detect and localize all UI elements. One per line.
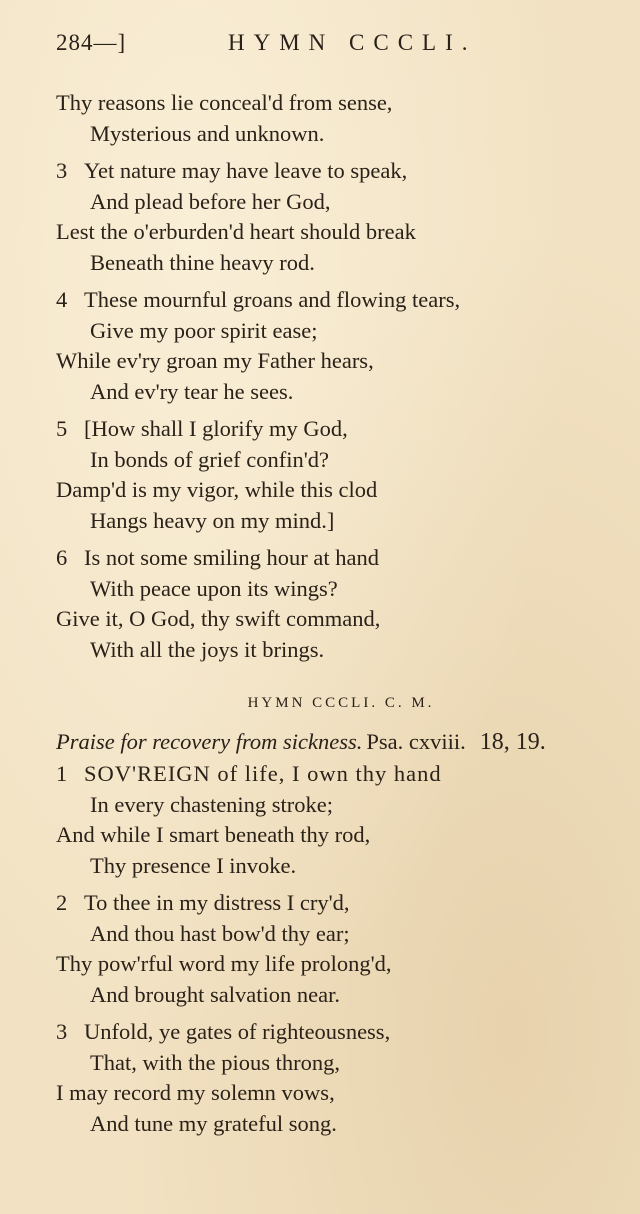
verse-line: That, with the pious throng, xyxy=(90,1049,340,1075)
verse-line: These mournful groans and flowing tears, xyxy=(84,287,461,312)
verse-line: [How shall I glorify my God, xyxy=(84,416,348,441)
verse-line: In every chastening stroke; xyxy=(90,791,334,817)
verse-line: Beneath thine heavy rod. xyxy=(90,249,315,275)
verse-number: 6 xyxy=(56,545,68,570)
verse-line: Lest the o'erburden'd heart should break xyxy=(56,219,416,244)
verse-number: 5 xyxy=(56,416,68,441)
verse-line: Thy presence I invoke. xyxy=(90,852,297,878)
hymn-text xyxy=(56,88,626,1139)
verse-line: Give it, O God, thy swift command, xyxy=(56,606,381,631)
verse-line: And thou hast bow'd thy ear; xyxy=(90,920,350,946)
new-hymn-stanza-2 xyxy=(56,888,626,1010)
verse-line: And tune my grateful song. xyxy=(90,1110,337,1136)
running-title: HYMN CCCLI. xyxy=(228,30,477,55)
verse-line: Give my poor spirit ease; xyxy=(90,317,318,343)
verse-line: Unfold, ye gates of righteousness, xyxy=(84,1019,391,1044)
verse-line: And plead before her God, xyxy=(90,188,331,214)
stanza-5 xyxy=(56,414,626,536)
stanza-4 xyxy=(56,285,626,407)
verse-number: 4 xyxy=(56,287,68,312)
verse-line: Mysterious and unknown. xyxy=(90,120,325,146)
hymn-subtitle xyxy=(56,725,626,759)
scripture-reference: Psa. cxviii. xyxy=(366,729,466,754)
verse-number: 3 xyxy=(56,158,68,183)
verse-number: 1 xyxy=(56,761,68,786)
scripture-verses: 18, 19. xyxy=(479,729,546,755)
verse-line: Thy pow'rful word my life prolong'd, xyxy=(56,951,392,976)
verse-line: Hangs heavy on my mind.] xyxy=(90,507,335,533)
stanza-3 xyxy=(56,156,626,278)
verse-line: Damp'd is my vigor, while this clod xyxy=(56,477,378,502)
verse-line: And ev'ry tear he sees. xyxy=(90,378,294,404)
verse-line: Thy reasons lie conceal'd from sense, xyxy=(56,90,393,115)
verse-number: 3 xyxy=(56,1019,68,1044)
verse-line: And brought salvation near. xyxy=(90,981,340,1007)
verse-line: With all the joys it brings. xyxy=(90,636,325,662)
verse-line: Yet nature may have leave to speak, xyxy=(84,158,408,183)
verse-line: To thee in my distress I cry'd, xyxy=(84,890,350,915)
new-hymn-stanza-3 xyxy=(56,1017,626,1139)
new-hymn-stanza-1 xyxy=(56,759,626,881)
page-header xyxy=(56,30,616,70)
verse-line: While ev'ry groan my Father hears, xyxy=(56,348,374,373)
verse-line: In bonds of grief confin'd? xyxy=(90,446,329,472)
verse-line: SOV'REIGN of life, I own thy hand xyxy=(84,761,442,786)
hymn-heading: HYMN CCCLI. C. M. xyxy=(247,695,435,711)
verse-line: I may record my solemn vows, xyxy=(56,1080,335,1105)
page-number: 284—] xyxy=(56,30,127,55)
subtitle-theme: Praise for recovery from sickness. xyxy=(56,729,363,754)
verse-line: With peace upon its wings? xyxy=(90,575,338,601)
verse-line: And while I smart beneath thy rod, xyxy=(56,822,371,847)
verse-number: 2 xyxy=(56,890,68,915)
stanza-continuation xyxy=(56,88,626,149)
verse-line: Is not some smiling hour at hand xyxy=(84,545,379,570)
stanza-6 xyxy=(56,543,626,665)
